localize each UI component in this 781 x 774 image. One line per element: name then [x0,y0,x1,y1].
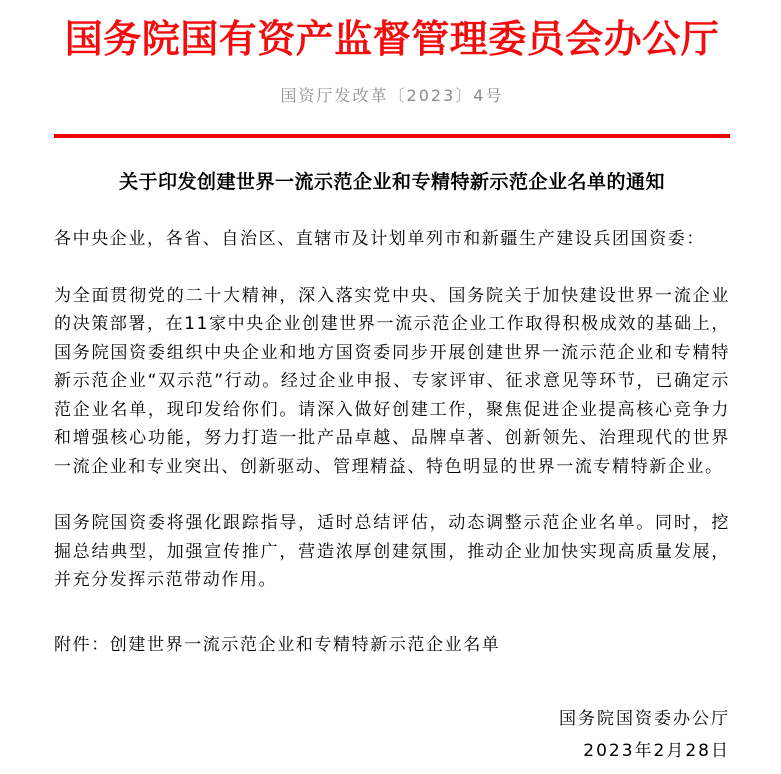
body-paragraph-1: 为全面贯彻党的二十大精神，深入落实党中央、国务院关于加快建设世界一流企业的决策部署，在11家中央企业创建世界一流示范企业工作取得积极成效的基础上，国务院国资委组织中央企业和地方国资委同步开展创建世界一流示范企业和专精特新示范企业“双示范”行动。经过企业申报、专家评审、征求意见等环节，已确定示范企业名单，现印发给你们。请深入做好创建工作，聚焦促进企业提高核心竞争力和增强核心功能，努力打造一批产品卓越、品牌卓著、创新领先、治理现代的世界一流企业和专业突出、创新驱动、管理精益、特色明显的世界一流专精特新企业。 [54,285,730,477]
issuing-org-title: 国务院国有资产监督管理委员会办公厅 [64,16,720,61]
red-divider-line [54,134,730,138]
salutation-line: 各中央企业，各省、自治区、直辖市及计划单列市和新疆生产建设兵团国资委： [54,229,705,249]
notice-title: 关于印发创建世界一流示范企业和专精特新示范企业名单的通知 [118,171,665,193]
signature-block [54,703,730,767]
body-paragraph-2: 国务院国资委将强化跟踪指导，适时总结评估，动态调整示范企业名单。同时，挖掘总结典型，加强宣传推广，营造浓厚创建氛围，推动企业加快实现高质量发展，并充分发挥示范带动作用。 [54,513,730,590]
attachment-line: 附件：创建世界一流示范企业和专精特新示范企业名单 [54,634,501,655]
issue-date: 2023年2月28日 [583,741,730,761]
signer-org: 国务院国资委办公厅 [559,709,730,729]
document-number: 国资厅发改革〔2023〕4号 [280,86,504,105]
